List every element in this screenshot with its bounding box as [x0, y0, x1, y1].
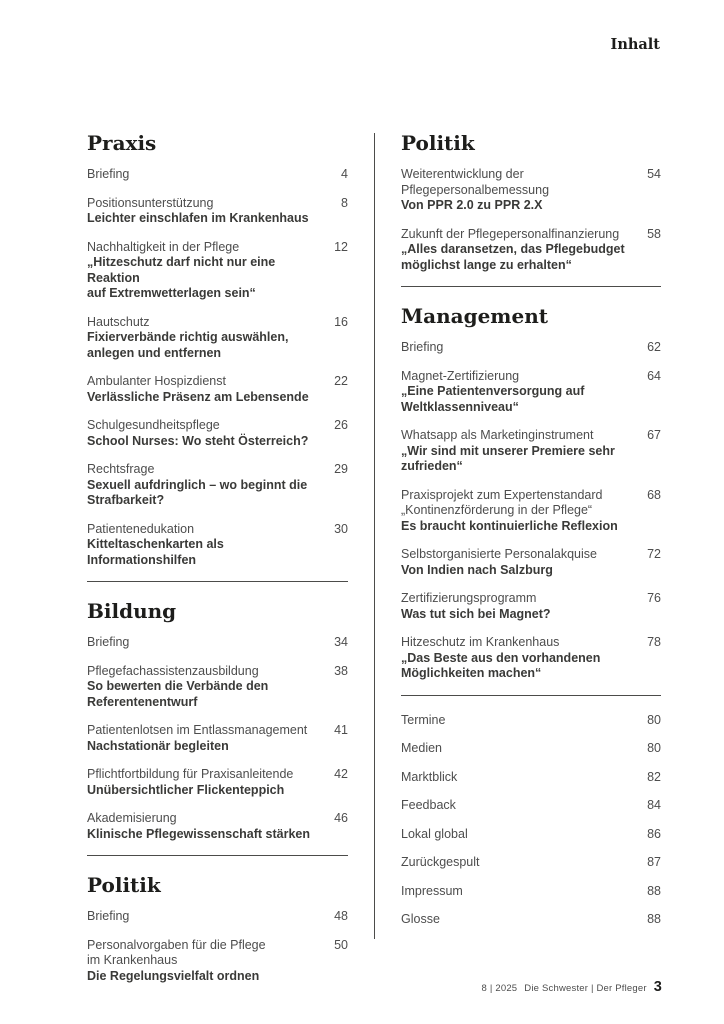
entry-page-number: 62 [647, 340, 661, 354]
entry-text [87, 664, 324, 711]
entry-headline-line: Verlässliche Präsenz am Lebensende [87, 389, 309, 404]
column-divider-line [374, 133, 375, 939]
toc-entry [87, 315, 348, 362]
entry-page-number: 86 [647, 826, 661, 841]
header-label: Inhalt [610, 36, 660, 53]
entry-text [401, 635, 637, 682]
footer-page-number: 3 [653, 979, 662, 995]
entry-topic-line: Schulgesundheitspflege [87, 418, 220, 432]
section-divider-rule [87, 855, 348, 856]
toc-section [87, 855, 348, 984]
entry-text [401, 428, 637, 475]
entry-headline-line: „Wir sind mit unserer Premiere sehr [401, 443, 615, 458]
entry-topic-line: Zertifizierungsprogramm [401, 591, 537, 605]
entry-page-number: 67 [647, 428, 661, 442]
toc-entry [401, 340, 661, 356]
entry-topic-line: Pflichtfortbildung für Praxisanleitende [87, 767, 294, 781]
entry-topic-line: Hitzeschutz im Krankenhaus [401, 635, 560, 649]
entry-text [401, 227, 637, 274]
toc-section [401, 286, 661, 682]
entry-text [87, 462, 324, 509]
entry-headline-line: Möglichkeiten machen“ [401, 666, 542, 680]
entry-topic-line: Briefing [87, 635, 130, 649]
toc-entry [401, 827, 661, 843]
entry-text [87, 374, 324, 405]
section-title: Politik [401, 131, 475, 155]
entry-page-number: 87 [647, 855, 661, 869]
toc-entry [87, 767, 348, 798]
entry-topic-line: Praxisprojekt zum Expertenstandard [401, 487, 603, 502]
entry-page-number: 88 [647, 883, 661, 898]
entry-headline-line: „Alles daransetzen, das Pflegebudget [401, 242, 625, 256]
toc-entry [401, 547, 661, 578]
entry-page-number: 8 [341, 195, 348, 210]
toc-entry [401, 741, 661, 757]
entry-topic-line: Nachhaltigkeit in der Pflege [87, 239, 240, 254]
entry-text [87, 522, 324, 569]
entry-page-number: 78 [647, 635, 661, 649]
entry-page-number: 29 [334, 462, 348, 476]
entry-headline-line: Die Regelungsvielfalt ordnen [87, 968, 260, 983]
entry-topic-line: Briefing [401, 340, 444, 354]
entry-headline-line: Sexuell aufdringlich – wo beginnt die [87, 477, 308, 492]
footer-magazine-title: Die Schwester | Der Pfleger [524, 983, 647, 994]
entry-text [401, 369, 637, 416]
entry-topic-line: Whatsapp als Marketinginstrument [401, 428, 594, 442]
toc-column-left [87, 131, 348, 997]
toc-entry [401, 884, 661, 900]
entry-text [87, 938, 324, 985]
toc-entry [401, 713, 661, 729]
page-footer [482, 979, 662, 995]
toc-entry [401, 770, 661, 786]
section-title: Politik [87, 873, 161, 897]
entry-page-number: 22 [334, 374, 348, 388]
entry-headline-line: anlegen und entfernen [87, 345, 222, 360]
toc-entry [87, 811, 348, 842]
entry-headline-line: Referentenentwurf [87, 694, 198, 709]
entry-headline-line: Es braucht kontinuierliche Reflexion [401, 518, 618, 533]
section-title: Praxis [87, 131, 157, 155]
entry-page-number: 80 [647, 741, 661, 755]
entry-topic-line: Medien [401, 741, 442, 755]
entry-text [87, 723, 324, 754]
entry-headline-line: „Hitzeschutz darf nicht nur eine Reaktion [87, 255, 276, 285]
entry-topic-line: Lokal global [401, 826, 468, 841]
entry-page-number: 50 [334, 937, 348, 952]
entry-text [87, 240, 324, 302]
toc-section [401, 695, 661, 928]
toc-entry [401, 428, 661, 475]
entry-text [87, 811, 324, 842]
toc-entry [87, 374, 348, 405]
entry-topic-line: Positionsunterstützung [87, 195, 214, 210]
entry-text [401, 798, 637, 814]
section-divider-rule [401, 695, 661, 696]
toc-entry [401, 855, 661, 871]
entry-headline-line: zufrieden“ [401, 459, 463, 473]
entry-page-number: 68 [647, 487, 661, 502]
section-title: Bildung [87, 599, 177, 623]
entry-page-number: 64 [647, 368, 661, 383]
entry-headline-line: auf Extremwetterlagen sein“ [87, 286, 256, 300]
toc-entry [87, 167, 348, 183]
entry-text [87, 418, 324, 449]
entry-page-number: 80 [647, 712, 661, 727]
entry-page-number: 84 [647, 798, 661, 812]
entry-topic-line: Rechtsfrage [87, 462, 155, 476]
entry-page-number: 16 [334, 314, 348, 329]
entry-text [87, 767, 324, 798]
toc-entry [87, 196, 348, 227]
entry-page-number: 48 [334, 909, 348, 923]
entry-topic-line: Impressum [401, 883, 463, 898]
toc-entry [401, 798, 661, 814]
entry-text [401, 827, 637, 843]
toc-entry [87, 418, 348, 449]
entry-topic-line: Termine [401, 712, 446, 727]
entry-topic-line: „Kontinenzförderung in der Pflege“ [401, 503, 593, 517]
entry-page-number: 12 [334, 239, 348, 254]
entry-topic-line: Ambulanter Hospizdienst [87, 374, 226, 388]
entry-text [401, 713, 637, 729]
toc-entry [401, 167, 661, 214]
entry-headline-line: Von PPR 2.0 zu PPR 2.X [401, 198, 543, 212]
toc-entry [87, 522, 348, 569]
toc-section [401, 131, 661, 273]
entry-text [87, 635, 324, 651]
toc-entry [87, 664, 348, 711]
entry-headline-line: So bewerten die Verbände den [87, 679, 269, 693]
entry-text [401, 488, 637, 535]
entry-text [87, 196, 331, 227]
entry-topic-line: Glosse [401, 912, 440, 926]
entry-headline-line: Leichter einschlafen im Krankenhaus [87, 211, 309, 225]
section-divider-rule [401, 286, 661, 287]
entry-headline-line: Was tut sich bei Magnet? [401, 606, 551, 621]
entry-page-number: 30 [334, 521, 348, 536]
toc-entry [87, 938, 348, 985]
entry-topic-line: Briefing [87, 909, 130, 923]
entry-headline-line: Weltklassenniveau“ [401, 399, 519, 414]
entry-topic-line: Personalvorgaben für die Pflege [87, 937, 266, 952]
entry-page-number: 46 [334, 811, 348, 825]
entry-page-number: 82 [647, 769, 661, 784]
entry-headline-line: School Nurses: Wo steht Österreich? [87, 433, 309, 448]
toc-entry [87, 909, 348, 925]
entry-text [401, 912, 637, 928]
entry-headline-line: Nachstationär begleiten [87, 738, 229, 753]
entry-text [401, 855, 637, 871]
entry-topic-line: Weiterentwicklung der [401, 167, 524, 181]
entry-headline-line: Unübersichtlicher Flickenteppich [87, 782, 285, 797]
entry-text [87, 909, 324, 925]
entry-text [401, 770, 637, 786]
entry-headline-line: Fixierverbände richtig auswählen, [87, 330, 289, 344]
entry-text [401, 591, 637, 622]
entry-page-number: 26 [334, 418, 348, 432]
entry-topic-line: Magnet-Zertifizierung [401, 368, 520, 383]
entry-headline-line: möglichst lange zu erhalten“ [401, 257, 572, 272]
entry-topic-line: Selbstorganisierte Personalakquise [401, 547, 597, 561]
entry-page-number: 42 [334, 767, 348, 781]
entry-page-number: 88 [647, 912, 661, 926]
toc-section [87, 581, 348, 842]
entry-topic-line: Hautschutz [87, 314, 150, 329]
entry-page-number: 76 [647, 591, 661, 605]
toc-entry [401, 591, 661, 622]
entry-topic-line: Zurückgespult [401, 855, 480, 869]
entry-headline-line: „Eine Patientenversorgung auf [401, 384, 585, 398]
page-header [611, 36, 660, 53]
entry-topic-line: Marktblick [401, 769, 458, 784]
toc-section [87, 131, 348, 568]
entry-topic-line: Akademisierung [87, 811, 177, 825]
toc-entry [401, 369, 661, 416]
entry-page-number: 4 [341, 167, 348, 181]
toc-entry [401, 635, 661, 682]
entry-page-number: 54 [647, 167, 661, 181]
entry-topic-line: Zukunft der Pflegepersonalfinanzierung [401, 226, 620, 241]
entry-text [401, 547, 637, 578]
footer-issue: 8 | 2025 [481, 983, 518, 994]
entry-page-number: 58 [647, 226, 661, 241]
entry-topic-line: Briefing [87, 167, 130, 181]
entry-text [87, 167, 331, 183]
toc-entry [87, 462, 348, 509]
entry-page-number: 72 [647, 547, 661, 561]
entry-text [87, 315, 324, 362]
entry-text [401, 167, 637, 214]
entry-topic-line: Pflegepersonalbemessung [401, 182, 550, 197]
toc-entry [87, 635, 348, 651]
entry-page-number: 41 [334, 723, 348, 737]
entry-text [401, 741, 637, 757]
toc-columns [87, 131, 661, 997]
entry-topic-line: Pflegefachassistenzausbildung [87, 663, 259, 678]
toc-entry [87, 240, 348, 302]
entry-page-number: 34 [334, 635, 348, 649]
toc-entry [401, 488, 661, 535]
entry-topic-line: Feedback [401, 798, 456, 812]
toc-column-right [401, 131, 661, 941]
entry-headline-line: Kitteltaschenkarten als Informationshilfen [87, 537, 224, 567]
entry-headline-line: „Das Beste aus den vorhandenen [401, 650, 601, 665]
toc-entry [87, 723, 348, 754]
entry-page-number: 38 [334, 663, 348, 678]
entry-headline-line: Klinische Pflegewissenschaft stärken [87, 826, 311, 841]
entry-topic-line: Patientenlotsen im Entlassmanagement [87, 723, 308, 737]
entry-headline-line: Von Indien nach Salzburg [401, 562, 553, 577]
entry-text [401, 340, 637, 356]
entry-topic-line: im Krankenhaus [87, 953, 178, 967]
toc-entry [401, 227, 661, 274]
entry-topic-line: Patientenedukation [87, 521, 195, 536]
entry-text [401, 884, 637, 900]
section-divider-rule [87, 581, 348, 582]
section-title: Management [401, 304, 548, 328]
toc-entry [401, 912, 661, 928]
entry-headline-line: Strafbarkeit? [87, 493, 165, 507]
